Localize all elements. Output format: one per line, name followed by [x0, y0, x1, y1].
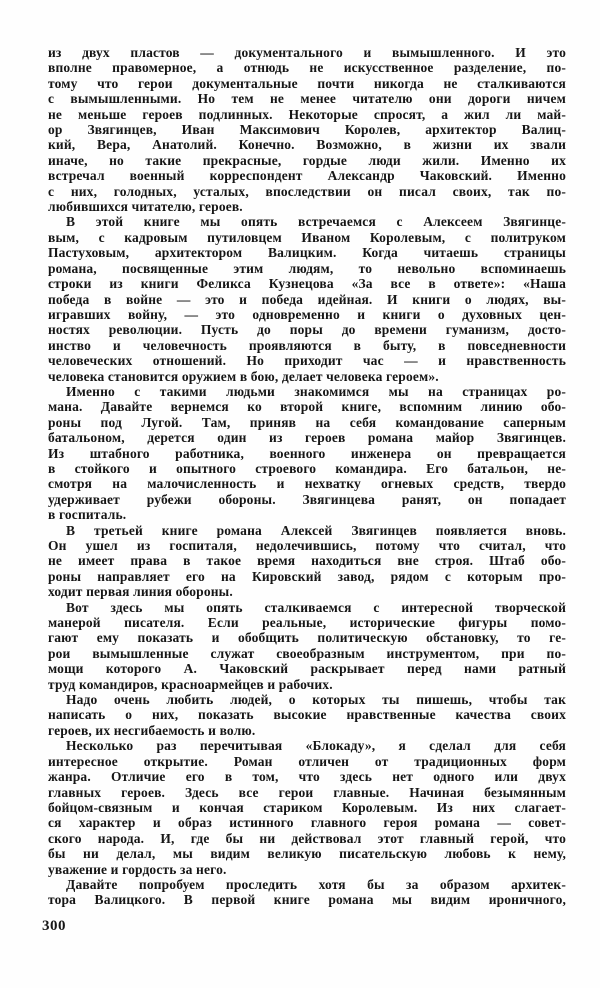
text-line: бойцом-связным и кончая стариком Королевым. Из них слагает-	[48, 799, 566, 815]
text-line: Из штабного работника, военного инженера он превращается	[48, 445, 566, 461]
text-line: ходит первая линия обороны.	[48, 584, 233, 600]
text-line: ностях революции. Пусть до поры до времени гуманизм, досто-	[48, 322, 566, 338]
text-line: тора Валицкого. В первой книге романа мы видим ироничного,	[48, 892, 566, 908]
text-line: человека становится оружием в бою, делает человека героем».	[48, 368, 439, 384]
text-line: в стойкого и опытного строевого командира. Его батальон, не-	[48, 460, 566, 476]
text-line: батальоном, дерется один из героев романа майор Звягинцев.	[48, 430, 566, 446]
text-line: бы ни делал, мы видим великую писательскую любовь к нему,	[48, 846, 566, 862]
text-line: игравших войну, — это одновременно и книги о духовных цен-	[48, 306, 566, 322]
text-line: главных героев. Здесь все герои главные. Начиная безымянным	[48, 784, 566, 800]
text-line: тому что герои документальные почти никогда не сталкиваются	[48, 75, 566, 91]
text-line: ся характер и образ истинного главного героя романа — совет-	[48, 815, 566, 831]
text-line: В этой книге мы опять встречаемся с Алексеем Звягинце-	[66, 214, 566, 230]
text-line: кий, Вера, Анатолий. Конечно. Возможно, в жизни их звали	[48, 137, 566, 153]
text-line: манерой писателя. Если реальные, исторические фигуры помо-	[48, 615, 566, 631]
text-line: Несколько раз перечитывая «Блокаду», я сделал для себя	[66, 738, 566, 754]
text-line: вым, с кадровым путиловцем Иваном Королевым, с политруком	[48, 229, 566, 245]
text-line: строки из книги Феликса Кузнецова «За все в ответе»: «Наша	[48, 276, 566, 292]
text-line: инство и человечность проявляются в быту, в повседневности	[48, 337, 566, 353]
text-line: из двух пластов — документального и вымышленного. И это	[48, 45, 566, 60]
text-line: мощи которого А. Чаковский раскрывает перед нами ратный	[48, 661, 566, 677]
text-line: роны направляет его на Кировский завод, рядом с которым про-	[48, 568, 566, 584]
text-line: Он ушел из госпиталя, недолечившись, потому что считал, что	[48, 538, 566, 553]
text-line: смотря на малочисленность и нехватку огневых средств, твердо	[48, 476, 566, 492]
text-line: написать о них, показать высокие нравственные качества своих	[48, 707, 566, 723]
text-line: иначе, но такие прекрасные, гордые люди жили. Именно их	[48, 152, 566, 168]
text-line: мана. Давайте вернемся ко второй книге, вспомним линию обо-	[48, 399, 566, 415]
text-line: любившихся читателю, героев.	[48, 199, 243, 215]
text-line: вполне правомерное, а отнюдь не искусственное разделение, по-	[48, 60, 566, 76]
text-line: не меньше героев подлинных. Некоторые спросят, а жил ли май-	[48, 106, 566, 122]
text-line: в госпиталь.	[48, 507, 127, 523]
text-line: удерживает рубежи обороны. Звягинцева ранят, он попадает	[48, 491, 566, 507]
text-line: с них, голодных, усталых, впоследствии он писал своих, так по-	[48, 183, 566, 199]
text-line: Надо очень любить людей, о которых ты пишешь, чтобы так	[66, 692, 566, 708]
text-line: роны под Лугой. Там, приняв на себя командование саперным	[48, 414, 566, 430]
text-line: Давайте попробуем проследить хотя бы за образом архитек-	[66, 876, 566, 892]
text-line: встречал военный корреспондент Александр Чаковский. Именно	[48, 168, 566, 184]
page-number: 300	[42, 918, 66, 934]
text-line: труд командиров, красноармейцев и рабочих.	[48, 676, 333, 692]
body-text	[48, 45, 566, 908]
text-line: интересное открытие. Роман отличен от традиционных форм	[48, 753, 566, 769]
text-line: человеческих отношений. Но приходит час — и нравственность	[48, 353, 566, 369]
text-line: не имеет права в такое время находиться вне строя. Штаб обо-	[48, 553, 566, 569]
text-line: Пастуховым, архитектором Валицким. Когда читаешь страницы	[48, 245, 566, 261]
text-line: Именно с такими людьми знакомимся мы на страницах ро-	[66, 383, 566, 399]
text-line: уважение и гордость за него.	[48, 861, 227, 877]
text-line: с вымышленными. Но тем не менее читателю они дороги ничем	[48, 91, 566, 107]
text-line: Вот здесь мы опять сталкиваемся с интересной творческой	[66, 599, 566, 615]
text-line: гают ему показать и обобщить политическую обстановку, то ге-	[48, 630, 566, 646]
text-line: героев, их несгибаемость и волю.	[48, 722, 256, 738]
text-line: В третьей книге романа Алексей Звягинцев появляется вновь.	[66, 522, 566, 538]
text-line: рои вымышленные служат своеобразным инструментом, при по-	[48, 645, 566, 661]
text-line: победа в войне — это и победа идейная. И книги о людях, вы-	[48, 291, 566, 307]
text-line: ор Звягинцев, Иван Максимович Королев, архитектор Валиц-	[48, 122, 566, 138]
text-line: романа, посвященные этим людям, то невольно вспоминаешь	[48, 260, 566, 276]
text-line: жанра. Отличие его в том, что здесь нет одного или двух	[48, 769, 566, 785]
text-line: ского народа. И, где бы ни действовал этот главный герой, что	[48, 830, 566, 846]
